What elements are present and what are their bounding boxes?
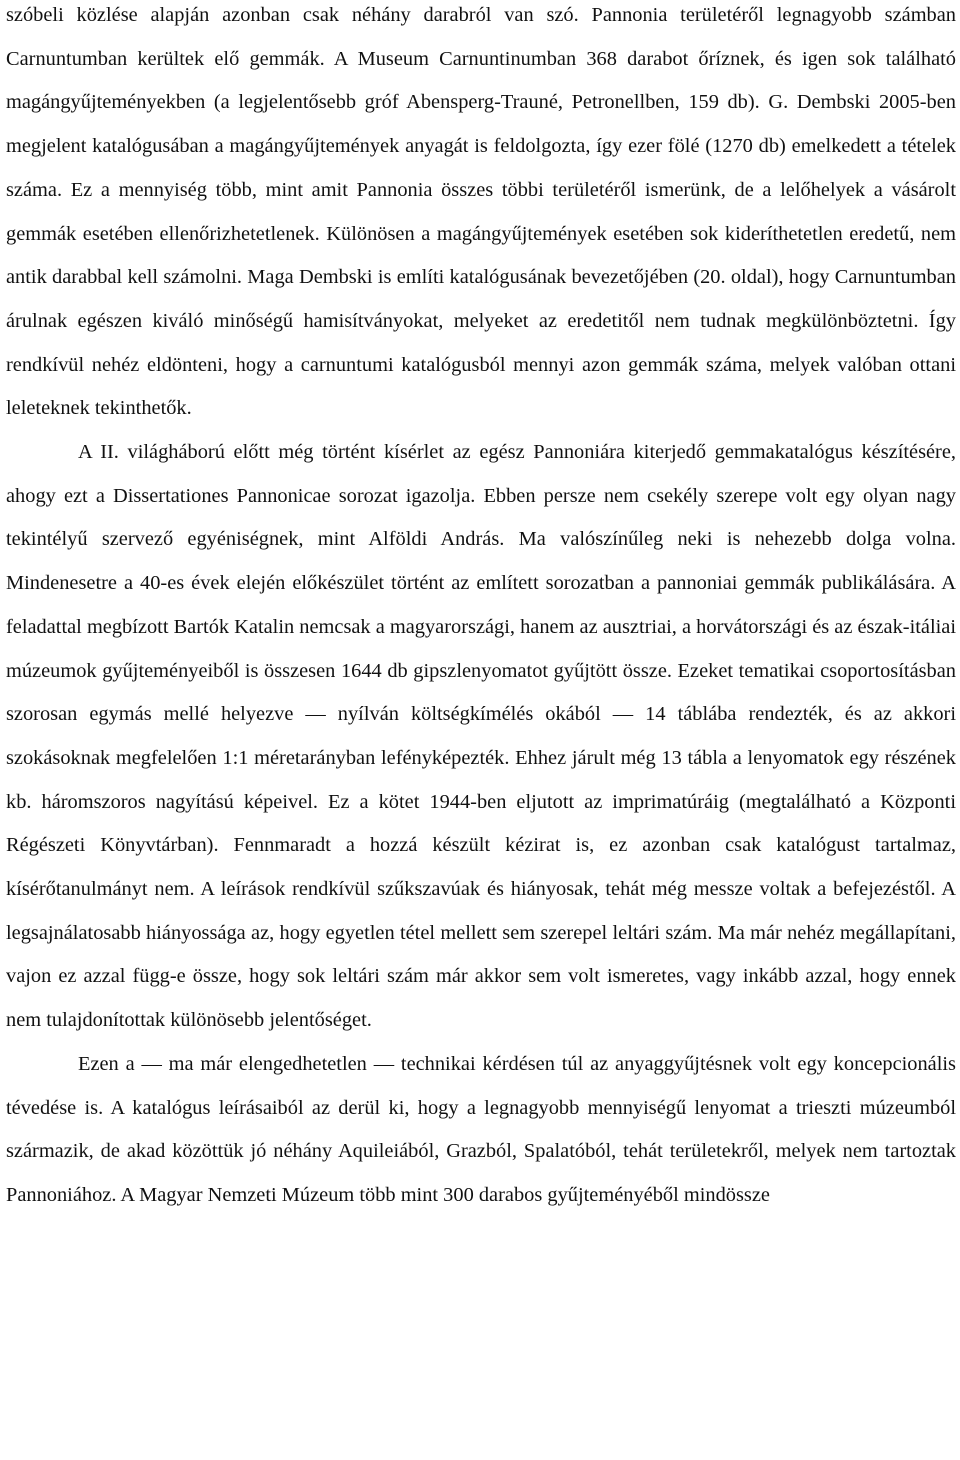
paragraph-world-war-catalogue: A II. világháború előtt még történt kísérlet az egész Pannoniára kiterjedő gemmakatalógus készítésére, ahogy ezt a Dissertationes Pannonicae sorozat igazolja. Ebben persze nem csekély szerepe volt egy olyan nagy tekintélyű szervező egyéniségnek, mint Alföldi András. Ma valószínűleg neki is nehezebb dolga volna. Mindenesetre a 40-es évek elején előkészület történt az említett sorozatban a pannoniai gemmák publikálására. A feladattal megbízott Bartók Katalin nemcsak a magyarországi, hanem az ausztriai, a horvátországi és az észak-itáliai múzeumok gyűjteményeiből is összesen 1644 db gipszlenyomatot gyűjtött össze. Ezeket tematikai csoportosításban szorosan egymás mellé helyezve — nyílván költségkímélés okából — 14 táblába rendezték, és az akkori szokásoknak megfelelően 1:1 méretarányban lefényképezték. Ehhez járult még 13 tábla a lenyomatok egy részének kb. háromszoros nagyítású képeivel. Ez a kötet 1944-ben eljutott az imprimatúráig (megtalálható a Központi Régészeti Könyvtárban). Fennmaradt a hozzá készült kézirat is, ez azonban csak katalógust tartalmaz, kísérőtanulmányt nem. A leírások rendkívül szűkszavúak és hiányosak, tehát még messze voltak a befejezéstől. A legsajnálatosabb hiányossága az, hogy egyetlen tétel mellett sem szerepel leltári szám. Ma már nehéz megállapítani, vajon ez azzal függ-e össze, hogy sok leltári szám már akkor sem volt ismeretes, vagy inkább azzal, hogy ennek nem tulajdonítottak különösebb jelentőséget.	[6, 441, 957, 1032]
document-page	[6, 0, 956, 1218]
paragraph-conceptual-error: Ezen a — ma már elengedhetetlen — technikai kérdésen túl az anyaggyűjtésnek volt egy koncepcionális tévedése is. A katalógus leírásaiból az derül ki, hogy a legnagyobb mennyiségű lenyomat a trieszti múzeumból származik, de akad közöttük jó néhány Aquileiából, Grazból, Spalatóból, tehát területekről, melyek nem tartoztak Pannoniához. A Magyar Nemzeti Múzeum több mint 300 darabos gyűjteményéből mindössze	[6, 1052, 956, 1206]
paragraph-continuation: szóbeli közlése alapján azonban csak néhány darabról van szó. Pannonia területéről legnagyobb számban Carnuntumban kerültek elő gemmák. A Museum Carnuntinumban 368 darabot őríznek, és igen sok található magángyűjteményekben (a legjelentősebb gróf Abensperg-Trauné, Petronellben, 159 db). G. Dembski 2005-ben megjelent katalógusában a magángyűjtemények anyagát is feldolgozta, így ezer fölé (1270 db) emelkedett a tételek száma. Ez a mennyiség több, mint amit Pannonia összes többi területéről ismerünk, de a lelőhelyek a vásárolt gemmák esetében ellenőrizhetetlenek. Különösen a magángyűjtemények esetében sok kideríthetetlen eredetű, nem antik darabbal kell számolni. Maga Dembski is említi katalógusának bevezetőjében (20. oldal), hogy Carnuntumban árulnak egészen kiváló minőségű hamisítványokat, melyeket az eredetitől nem tudnak megkülönböztetni. Így rendkívül nehéz eldönteni, hogy a carnuntumi katalógusból mennyi azon gemmák száma, melyek valóban ottani leleteknek tekinthetők.	[6, 4, 956, 420]
